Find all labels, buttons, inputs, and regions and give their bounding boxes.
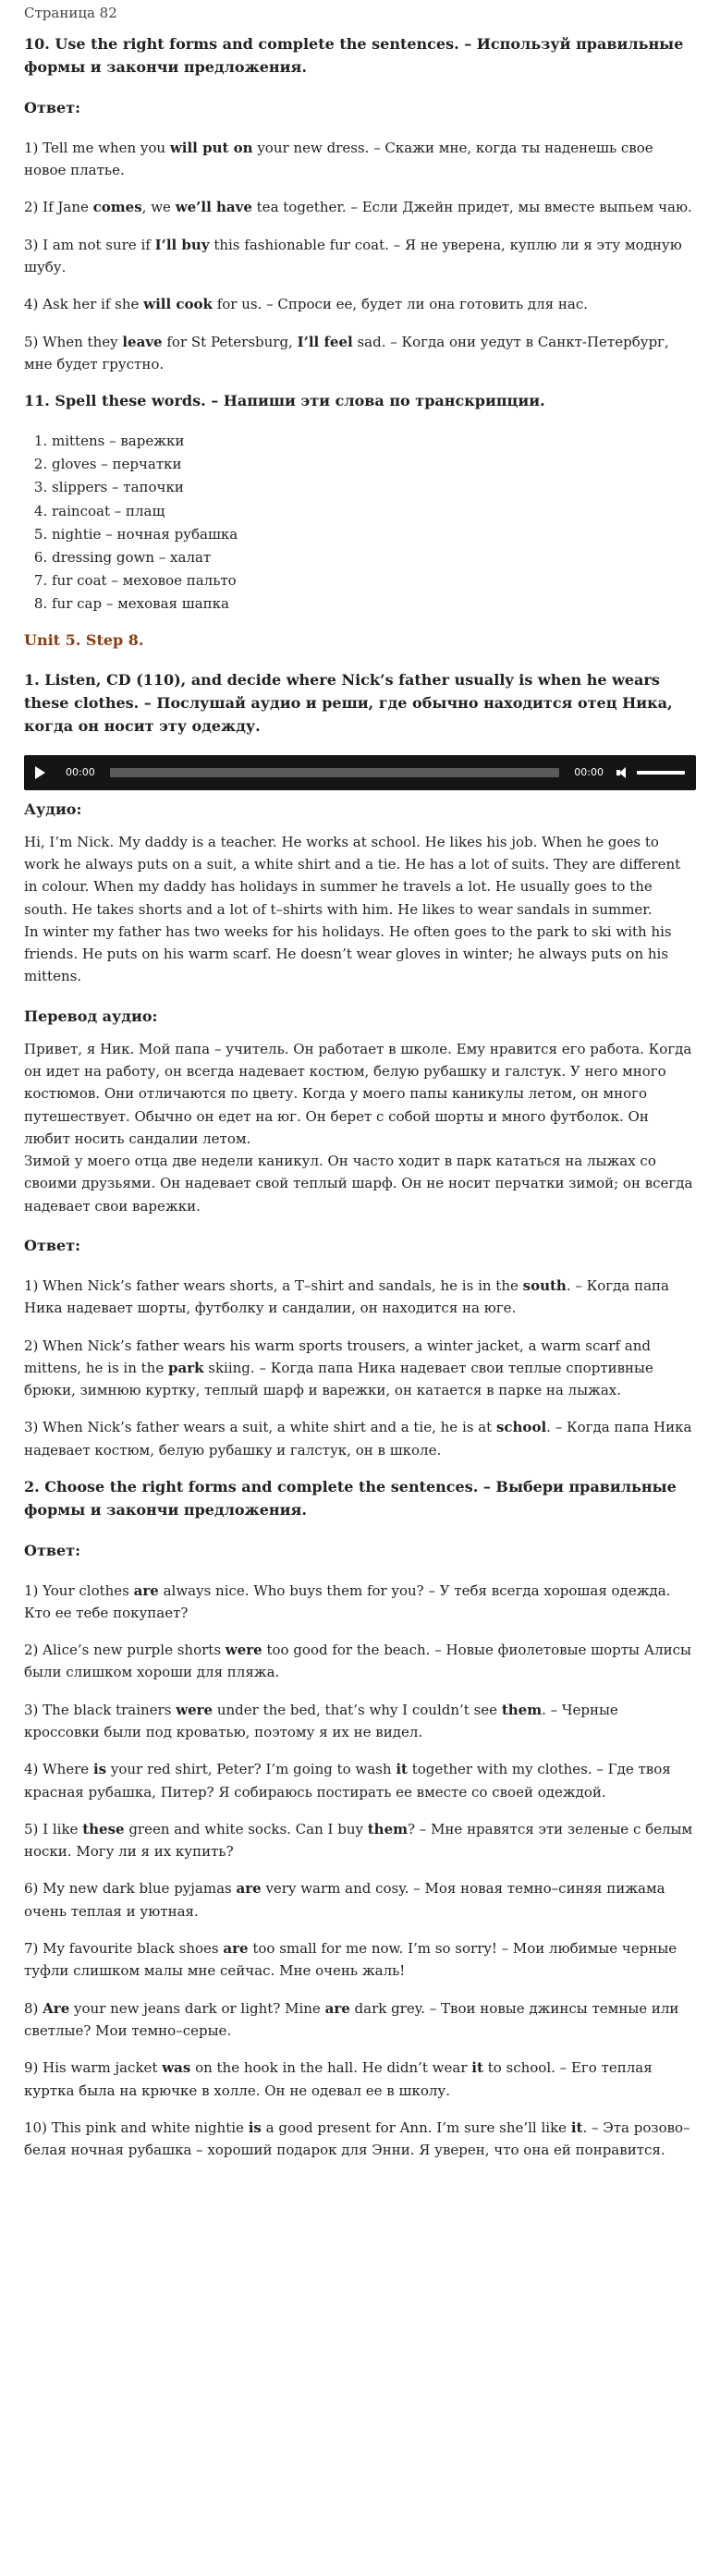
answer-keyword: I’ll buy xyxy=(154,236,210,253)
sentence-text: 2) When Nick’s father wears his warm sports trousers, a winter jacket, a warm scarf and mittens, he is in the xyxy=(24,1337,651,1376)
task-10-answer-label: Ответ: xyxy=(24,98,80,116)
answer-keyword: comes xyxy=(92,199,142,216)
answer-sentence xyxy=(24,1758,696,1803)
word-item: 1. mittens – варежки xyxy=(52,430,696,453)
sentence-text: 1) Tell me when you xyxy=(24,139,170,156)
sentence-text: too small for me now. I’m so sorry! – Мои любимые черные туфли слишком малы мне сейчас. Мне очень жаль! xyxy=(24,1940,677,1980)
sentence-text: on the hook in the hall. He didn’t wear xyxy=(190,2059,472,2077)
audio-paragraph: Hi, I’m Nick. My daddy is a teacher. He works at school. He likes his job. When he goes to work he always puts on a suit, a white shirt and a tie. He has a lot of suits. They are different in colour. When my daddy has holidays in summer he travels a lot. He usually goes to the south. He takes shorts and a lot of t–shirts with him. He likes to wear sandals in summer. xyxy=(24,833,681,918)
current-time: 00:00 xyxy=(66,765,95,778)
answer-keyword: it xyxy=(570,2118,583,2136)
sentence-text: to school. – Его теплая куртка была на крючке в холле. Он не одевал ее в школу. xyxy=(24,2059,653,2099)
sentence-text: skiing. – Когда папа Ника надевает свои теплые спортивные брюки, зимнюю куртку, теплый шарф и варежки, он катается в парке на лыжах. xyxy=(24,1359,653,1399)
answer-keyword: it xyxy=(396,1761,408,1778)
sentence-text: . – Когда папа Ника надевает костюм, белую рубашку и галстук, он в школе. xyxy=(24,1419,692,1459)
task-11-title: 11. Spell these words. – Напиши эти слова по транскрипции. xyxy=(24,392,545,410)
word-item: 7. fur coat – меховое пальто xyxy=(52,569,696,592)
task-2-title: 2. Choose the right forms and complete the sentences. – Выбери правильные формы и закончи предложения. xyxy=(24,1478,677,1519)
answer-keyword: these xyxy=(82,1820,125,1837)
sentence-text: 1) Your clothes xyxy=(24,1581,134,1599)
sentence-text: too good for the beach. – Новые фиолетовые шорты Алисы были слишком хороши для пляжа. xyxy=(24,1642,691,1681)
word-item: 8. fur cap – меховая шапка xyxy=(52,592,696,616)
task-2-sentences xyxy=(24,1580,696,2162)
audio-transcript xyxy=(24,831,696,988)
audio-player xyxy=(24,755,696,790)
answer-sentence xyxy=(24,1639,696,1684)
word-item: 6. dressing gown – халат xyxy=(52,546,696,569)
sentence-text: 10) This pink and white nightie xyxy=(24,2118,249,2136)
answer-keyword: are xyxy=(324,1999,350,2017)
answer-keyword: we’ll have xyxy=(175,199,252,216)
word-item: 4. raincoat – плащ xyxy=(52,500,696,523)
answer-sentence xyxy=(24,1818,696,1863)
answer-keyword: I’ll feel xyxy=(297,333,353,350)
answer-sentence xyxy=(24,1416,696,1461)
answer-sentence xyxy=(24,1275,696,1320)
task-10-sentences xyxy=(24,137,696,375)
sentence-text: 3) When Nick’s father wears a suit, a white shirt and a tie, he is at xyxy=(24,1419,496,1436)
spelling-list xyxy=(24,430,696,617)
task-1-title: 1. Listen, CD (110), and decide where Nick’s father usually is when he wears these clothes. – Послушай аудио и реши, где обычно находится отец Ника, когда он носит эту одежду. xyxy=(24,671,673,735)
sentence-text: . – Когда папа Ника надевает шорты, футболку и сандалии, он находится на юге. xyxy=(24,1276,669,1317)
sentence-text: 8) xyxy=(24,1999,43,2017)
word-item: 2. gloves – перчатки xyxy=(52,453,696,476)
sentence-text: for us. – Спроси ее, будет ли она готовить для нас. xyxy=(212,296,589,313)
answer-keyword: was xyxy=(162,2059,191,2077)
sentence-text: your red shirt, Peter? I’m going to wash xyxy=(106,1761,397,1778)
sentence-text: 7) My favourite black shoes xyxy=(24,1940,224,1958)
sentence-text: 6) My new dark blue pyjamas xyxy=(24,1880,237,1898)
answer-sentence xyxy=(24,1335,696,1402)
task-10-title: 10. Use the right forms and complete the sentences. – Используй правильные формы и закончи предложения. xyxy=(24,35,684,77)
sentence-text: green and white socks. Can I buy xyxy=(124,1820,368,1837)
sentence-text: , we xyxy=(141,199,176,216)
answer-sentence xyxy=(24,293,696,315)
answer-sentence xyxy=(24,2057,696,2102)
answer-keyword: it xyxy=(471,2059,483,2077)
task-2-answer-label: Ответ: xyxy=(24,1541,80,1559)
answer-keyword: park xyxy=(167,1359,204,1376)
translation-paragraph: Зимой у моего отца две недели каникул. Он часто ходит в парк кататься на лыжах со своими друзьями. Он надевает свой теплый шарф. Он не носит перчатки зимой; он всегда надевает свои варежки. xyxy=(24,1153,693,1215)
sentence-text: tea together. – Если Джейн придет, мы вместе выпьем чаю. xyxy=(251,199,692,216)
sentence-text: always nice. Who buys them for you? – У тебя всегда хорошая одежда. Кто ее тебе покупает? xyxy=(24,1581,671,1621)
audio-paragraph: In winter my father has two weeks for his holidays. He often goes to the park to ski with his friends. He puts on his warm scarf. He doesn’t wear gloves in winter; he always puts on his mittens. xyxy=(24,922,672,985)
answer-sentence xyxy=(24,1699,696,1744)
sentence-text: 2) If Jane xyxy=(24,199,93,216)
page xyxy=(0,2,720,2187)
answer-keyword: them xyxy=(367,1820,408,1837)
answer-sentence xyxy=(24,1997,696,2043)
answer-keyword: them xyxy=(501,1701,543,1718)
answer-sentence xyxy=(24,137,696,182)
answer-keyword: south xyxy=(522,1276,567,1294)
answer-keyword: were xyxy=(176,1701,214,1718)
sentence-text: 4) Ask her if she xyxy=(24,296,144,313)
sentence-text: ? – Мне нравятся эти зеленые с белым носки. Могу ли я их купить? xyxy=(24,1820,693,1861)
answer-keyword: are xyxy=(223,1940,249,1958)
answer-sentence xyxy=(24,196,696,218)
task-1-sentences xyxy=(24,1275,696,1461)
answer-sentence xyxy=(24,1580,696,1625)
translation-paragraph: Привет, я Ник. Мой папа – учитель. Он работает в школе. Ему нравится его работа. Когда он идет на работу, он всегда надевает костюм, белую рубашку и галстук. У него много костюмов. Они отличаются по цвету. Когда у моего папы каникулы летом, он много путешествует. Обычно он едет на юг. Он берет с собой шорты и много футболок. Он любит носить сандалии летом. xyxy=(24,1040,692,1147)
sentence-text: . – Черные кроссовки были под кроватью, поэтому я их не видел. xyxy=(24,1701,618,1740)
answer-keyword: will put on xyxy=(169,139,253,156)
answer-keyword: is xyxy=(92,1761,107,1778)
translation-heading: Перевод аудио: xyxy=(24,1007,158,1025)
word-item: 3. slippers – тапочки xyxy=(52,476,696,499)
unit-title: Unit 5. Step 8. xyxy=(24,631,144,650)
answer-sentence xyxy=(24,1877,696,1923)
progress-rail[interactable] xyxy=(110,768,560,777)
answer-keyword: will cook xyxy=(143,296,213,313)
sentence-text: sad. – Когда они уедут в Санкт-Петербург, мне будет грустно. xyxy=(24,333,669,372)
sentence-text: 4) Where xyxy=(24,1761,93,1778)
sentence-text: 5) When they xyxy=(24,333,123,350)
sentence-text: 3) The black trainers xyxy=(24,1701,177,1718)
answer-sentence xyxy=(24,1937,696,1983)
answer-sentence xyxy=(24,331,696,376)
translation-text xyxy=(24,1038,696,1217)
task-1-answer-label: Ответ: xyxy=(24,1237,80,1255)
sentence-text: under the bed, that’s why I couldn’t see xyxy=(213,1701,502,1718)
word-item: 5. nightie – ночная рубашка xyxy=(52,523,696,546)
sentence-text: 9) His warm jacket xyxy=(24,2059,163,2077)
answer-keyword: is xyxy=(248,2118,262,2136)
sentence-text: a good present for Ann. I’m sure she’ll like xyxy=(261,2118,571,2136)
answer-keyword: were xyxy=(225,1642,262,1659)
audio-heading: Аудио: xyxy=(24,800,82,818)
sentence-text: very warm and cosy. – Моя новая темно–синяя пижама очень теплая и уютная. xyxy=(24,1880,665,1920)
sentence-text: together with my clothes. – Где твоя красная рубашка, Питер? Я собираюсь постирать ее вместе со своей одеждой. xyxy=(24,1761,671,1801)
duration-time: 00:00 xyxy=(574,765,604,778)
sentence-text: 2) Alice’s new purple shorts xyxy=(24,1642,226,1659)
sentence-text: your new dress. – Скажи мне, когда ты наденешь свое новое платье. xyxy=(24,139,653,179)
sentence-text: your new jeans dark or light? Mine xyxy=(69,1999,325,2017)
volume-slider[interactable] xyxy=(637,771,685,775)
answer-keyword: are xyxy=(133,1581,159,1599)
sentence-text: dark grey. – Твои новые джинсы темные или светлые? Мои темно–серые. xyxy=(24,1999,679,2039)
sentence-text: 5) I like xyxy=(24,1820,83,1837)
answer-keyword: school xyxy=(495,1419,547,1436)
sentence-text: 3) I am not sure if xyxy=(24,236,155,253)
sentence-text: 1) When Nick’s father wears shorts, a T–shirt and sandals, he is in the xyxy=(24,1276,523,1294)
answer-sentence xyxy=(24,2117,696,2162)
sentence-text: this fashionable fur coat. – Я не уверена, куплю ли я эту модную шубу. xyxy=(24,236,682,275)
sentence-text: . – Эта розово–белая ночная рубашка – хороший подарок для Энни. Я уверен, что она ей понравится. xyxy=(24,2118,690,2159)
answer-sentence xyxy=(24,234,696,279)
answer-keyword: Are xyxy=(43,1999,70,2017)
volume-icon[interactable] xyxy=(616,766,629,779)
page-label: Страница 82 xyxy=(24,5,117,21)
play-icon[interactable] xyxy=(35,766,45,779)
answer-keyword: are xyxy=(236,1880,262,1898)
sentence-text: for St Petersburg, xyxy=(162,333,298,350)
answer-keyword: leave xyxy=(122,333,163,350)
